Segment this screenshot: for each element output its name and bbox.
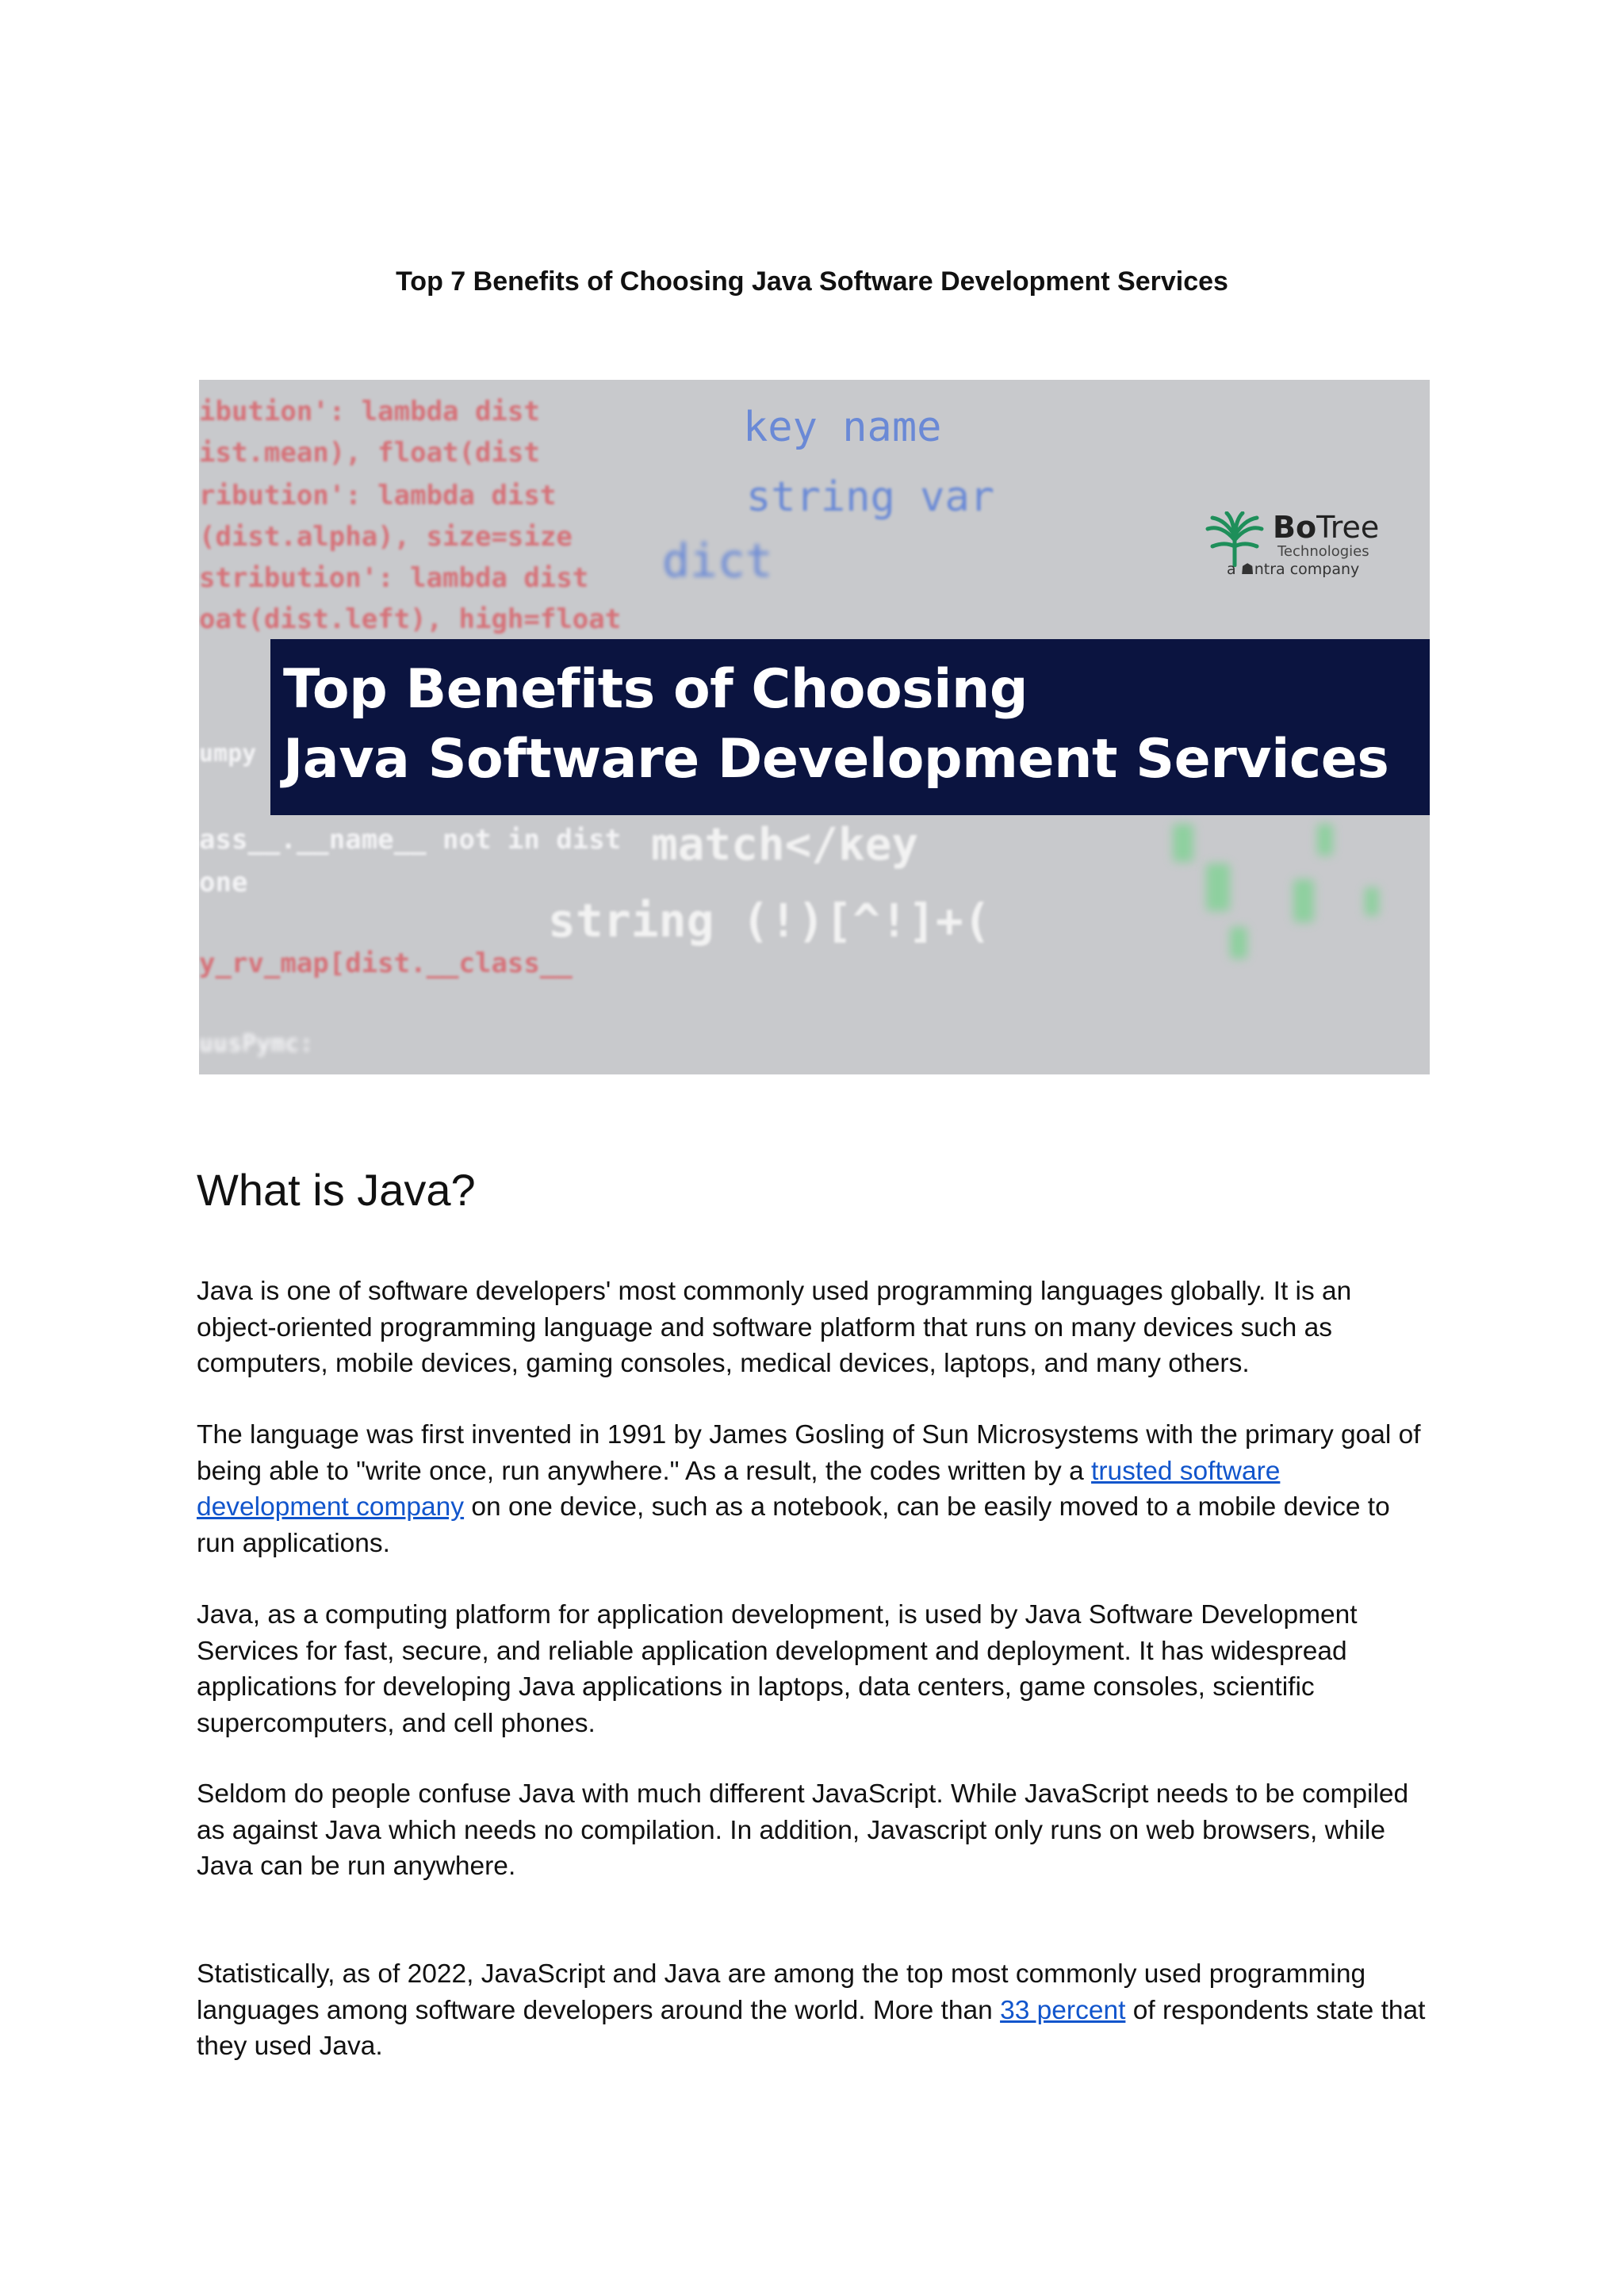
- paragraph-3: Java, as a computing platform for application development, is used by Java Software Development Services for fast, secure, and reliable application development and deployment. It has widespread applications for developing Java applications in laptops, data centers, game consoles, scientific supercomputers, and cell phones.: [197, 1600, 1358, 1738]
- code-keyword: match</key: [651, 819, 919, 871]
- code-line: (dist.alpha), size=size: [199, 521, 573, 553]
- document-title: Top 7 Benefits of Choosing Java Software Development Services: [396, 266, 1228, 297]
- code-keyword: string var: [746, 473, 995, 521]
- code-line: ibution': lambda dist: [199, 396, 540, 427]
- code-line: ribution': lambda dist: [199, 480, 557, 511]
- trusted-software-link[interactable]: trusted software development company: [197, 1456, 1281, 1522]
- glow-decoration: [1206, 864, 1230, 911]
- code-line: uusPymc:: [199, 1030, 314, 1058]
- code-line: ass__.__name__ not in dist: [199, 824, 622, 856]
- 33-percent-link[interactable]: 33 percent: [1000, 1995, 1126, 2025]
- code-keyword: key name: [743, 404, 942, 451]
- code-line: oat(dist.left), high=float: [199, 603, 622, 635]
- paragraph-5: Statistically, as of 2022, JavaScript and Java are among the top most commonly used programming languages among software developers around the world. More than 33 percent of respondents state that they used Java.: [197, 1959, 1426, 2061]
- banner-headline-box: [270, 639, 1430, 815]
- glow-decoration: [1365, 887, 1379, 916]
- code-keyword: dict: [662, 534, 773, 588]
- glow-decoration: [1230, 927, 1247, 959]
- logo-name: BoTree: [1273, 510, 1380, 545]
- paragraph-2: The language was first invented in 1991 by James Gosling of Sun Microsystems with the primary goal of being able to "write once, run anywhere." As a result, the codes written by a trusted software development company on one device, such as a notebook, can be easily moved to a mobile device to run applications.: [197, 1420, 1421, 1558]
- code-line: y_rv_map[dist.__class__: [199, 948, 573, 979]
- section-heading: What is Java?: [197, 1165, 476, 1215]
- banner-image: [199, 380, 1430, 1074]
- banner-headline-line1: Top Benefits of Choosing: [283, 658, 1028, 721]
- paragraph-1: Java is one of software developers' most commonly used programming languages globally. It is an object-oriented programming language and software platform that runs on many devices such as computers, mobile devices, gaming consoles, medical devices, laptops, and many others.: [197, 1277, 1352, 1378]
- code-line: stribution': lambda dist: [199, 562, 589, 594]
- code-line: ist.mean), float(dist: [199, 437, 540, 469]
- glow-decoration: [1317, 824, 1333, 856]
- banner-headline-line2: Java Software Development Services: [283, 728, 1389, 791]
- code-line: umpy: [199, 740, 257, 768]
- code-line: one: [199, 867, 248, 898]
- company-logo: [1203, 510, 1401, 581]
- glow-decoration: [1293, 879, 1314, 922]
- logo-tagline: a ☗ntra company: [1227, 561, 1360, 578]
- tree-logo-icon: [1203, 511, 1266, 567]
- code-keyword: string (!)[^!]+(: [548, 894, 991, 948]
- logo-subtitle: Technologies: [1277, 543, 1369, 560]
- glow-decoration: [1173, 824, 1193, 862]
- paragraph-4: Seldom do people confuse Java with much different JavaScript. While JavaScript needs to be compiled as against Java which needs no compilation. In addition, Javascript only runs on web browsers, while Java can be run anywhere.: [197, 1779, 1409, 1881]
